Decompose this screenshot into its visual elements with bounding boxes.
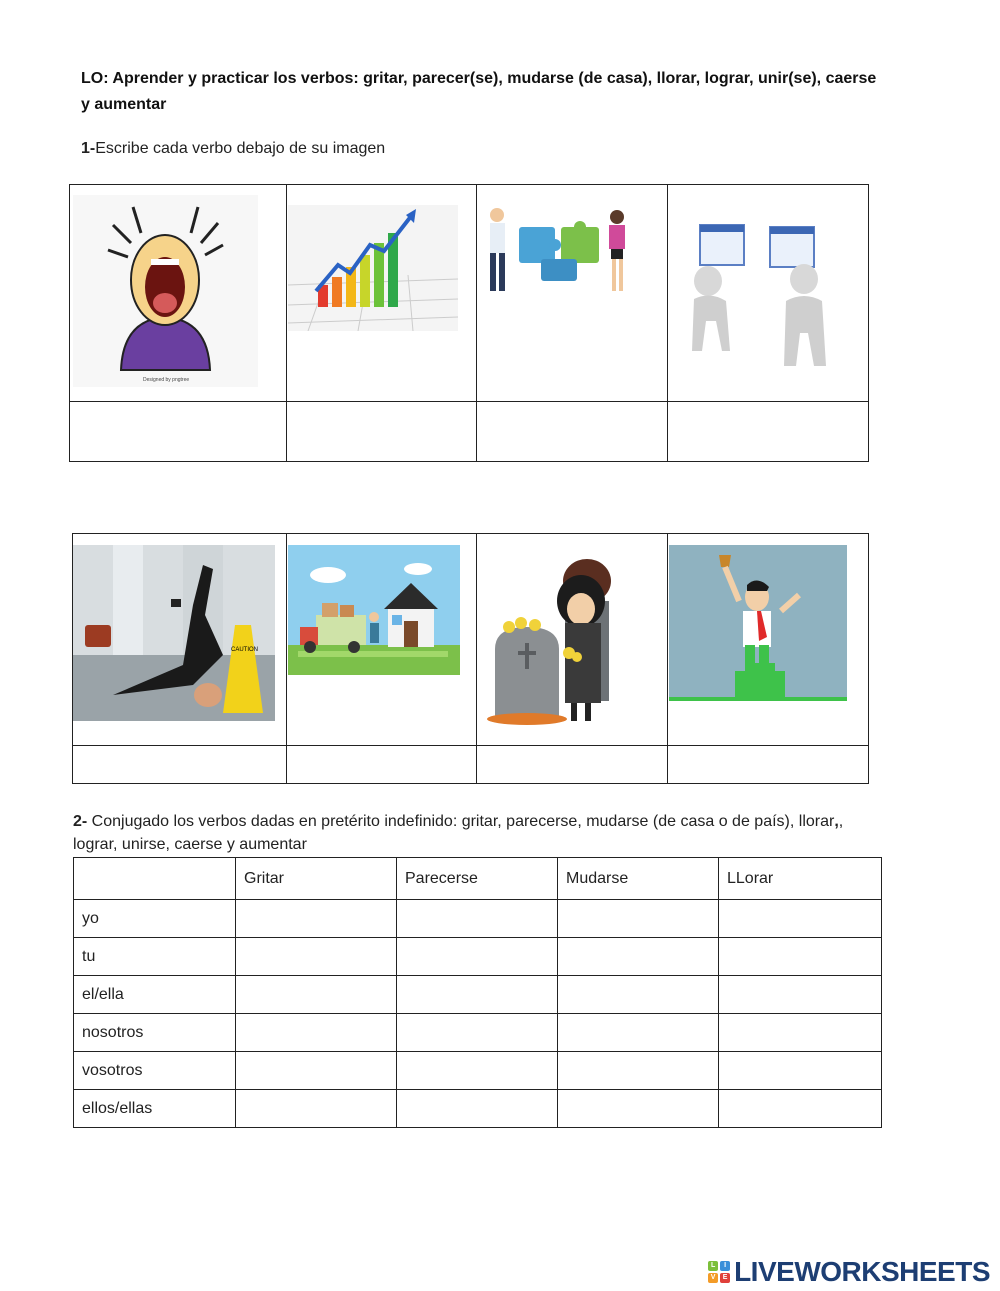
conjugation-answer-cell[interactable]: [719, 1052, 882, 1090]
picture-cell: [477, 185, 668, 402]
pronoun-label: tu: [74, 938, 236, 976]
conjugation-answer-cell[interactable]: [558, 900, 719, 938]
conjugation-header-row: [74, 858, 882, 900]
conjugation-answer-cell[interactable]: [558, 1090, 719, 1128]
crying-at-grave-image: [485, 557, 635, 725]
conjugation-row: [74, 1090, 882, 1128]
picture-cell: [668, 534, 869, 746]
exercise-1-instruction: [81, 137, 385, 160]
picture-cell: [287, 185, 477, 402]
exercise-2-comma: ,: [834, 813, 839, 830]
pronoun-label: el/ella: [74, 976, 236, 1014]
conjugation-answer-cell[interactable]: [719, 900, 882, 938]
answer-cell[interactable]: [668, 402, 869, 462]
conjugation-row: [74, 938, 882, 976]
picture-cell: [477, 534, 668, 746]
conjugation-answer-cell[interactable]: [719, 1014, 882, 1052]
conjugation-answer-cell[interactable]: [397, 1014, 558, 1052]
conjugation-answer-cell[interactable]: [236, 900, 397, 938]
exercise-1-number: 1-: [81, 140, 96, 157]
verb-header-llorar: LLorar: [719, 858, 882, 900]
exercise-1-text: Escribe cada verbo debajo de su imagen: [95, 140, 386, 157]
picture-cell: [287, 534, 477, 746]
conjugation-answer-cell[interactable]: [719, 1090, 882, 1128]
conjugation-answer-cell[interactable]: [236, 976, 397, 1014]
brand-name: LIVEWORKSHEETS: [734, 1256, 990, 1287]
answer-cell[interactable]: [668, 746, 869, 784]
exercise-2-instruction: [73, 810, 863, 856]
exercise-2-text-b: , lograr, unirse, caerse y aumentar: [73, 813, 844, 853]
picture-cell: [73, 534, 287, 746]
liveworksheets-logo: [708, 1256, 990, 1288]
conjugation-row: [74, 900, 882, 938]
shouting-person-image: [73, 195, 258, 387]
picture-cell: [668, 185, 869, 402]
puzzle-union-image: [481, 203, 643, 297]
falling-man-image: [73, 545, 275, 721]
picture-table-2: [72, 533, 869, 784]
conjugation-answer-cell[interactable]: [397, 976, 558, 1014]
conjugation-answer-cell[interactable]: [397, 1090, 558, 1128]
answer-cell[interactable]: [477, 746, 668, 784]
image-watermark: Designed by pngtree: [143, 377, 190, 383]
conjugation-answer-cell[interactable]: [397, 900, 558, 938]
pronoun-label: yo: [74, 900, 236, 938]
conjugation-table: [73, 857, 882, 1128]
conjugation-answer-cell[interactable]: [236, 1014, 397, 1052]
answer-cell[interactable]: [73, 746, 287, 784]
conjugation-answer-cell[interactable]: [236, 938, 397, 976]
answer-cell[interactable]: [70, 402, 287, 462]
conjugation-row: [74, 976, 882, 1014]
growth-chart-image: [288, 205, 458, 331]
conjugation-answer-cell[interactable]: [236, 1052, 397, 1090]
verb-header-gritar: Gritar: [236, 858, 397, 900]
picture-table-1: [69, 184, 869, 462]
answer-cell[interactable]: [287, 402, 477, 462]
conjugation-row: [74, 1014, 882, 1052]
pronoun-label: vosotros: [74, 1052, 236, 1090]
answer-cell[interactable]: [287, 746, 477, 784]
exercise-2-number: 2-: [73, 813, 88, 830]
brand-mark-icon: L I V E: [708, 1261, 730, 1283]
conjugation-answer-cell[interactable]: [236, 1090, 397, 1128]
picture-cell: [70, 185, 287, 402]
conjugation-answer-cell[interactable]: [719, 976, 882, 1014]
conjugation-answer-cell[interactable]: [558, 976, 719, 1014]
verb-header-mudarse: Mudarse: [558, 858, 719, 900]
look-alike-figures-image: [686, 221, 846, 381]
conjugation-answer-cell[interactable]: [558, 938, 719, 976]
conjugation-row: [74, 1052, 882, 1090]
header-corner-cell: [74, 858, 236, 900]
caution-sign-text: CAUTION: [231, 647, 258, 653]
conjugation-answer-cell[interactable]: [397, 938, 558, 976]
answer-cell[interactable]: [477, 402, 668, 462]
conjugation-answer-cell[interactable]: [558, 1014, 719, 1052]
verb-header-parecerse: Parecerse: [397, 858, 558, 900]
pronoun-label: nosotros: [74, 1014, 236, 1052]
moving-house-image: [288, 545, 460, 675]
conjugation-answer-cell[interactable]: [558, 1052, 719, 1090]
conjugation-answer-cell[interactable]: [397, 1052, 558, 1090]
achievement-trophy-image: [669, 545, 847, 701]
pronoun-label: ellos/ellas: [74, 1090, 236, 1128]
conjugation-answer-cell[interactable]: [719, 938, 882, 976]
exercise-2-text-a: Conjugado los verbos dadas en pretérito indefinido: gritar, parecerse, mudarse (de casa o de país), llorar: [87, 813, 835, 830]
learning-objective: LO: Aprender y practicar los verbos: gritar, parecer(se), mudarse (de casa), llorar, lograr, unir(se), caerse y aumentar: [81, 70, 877, 113]
